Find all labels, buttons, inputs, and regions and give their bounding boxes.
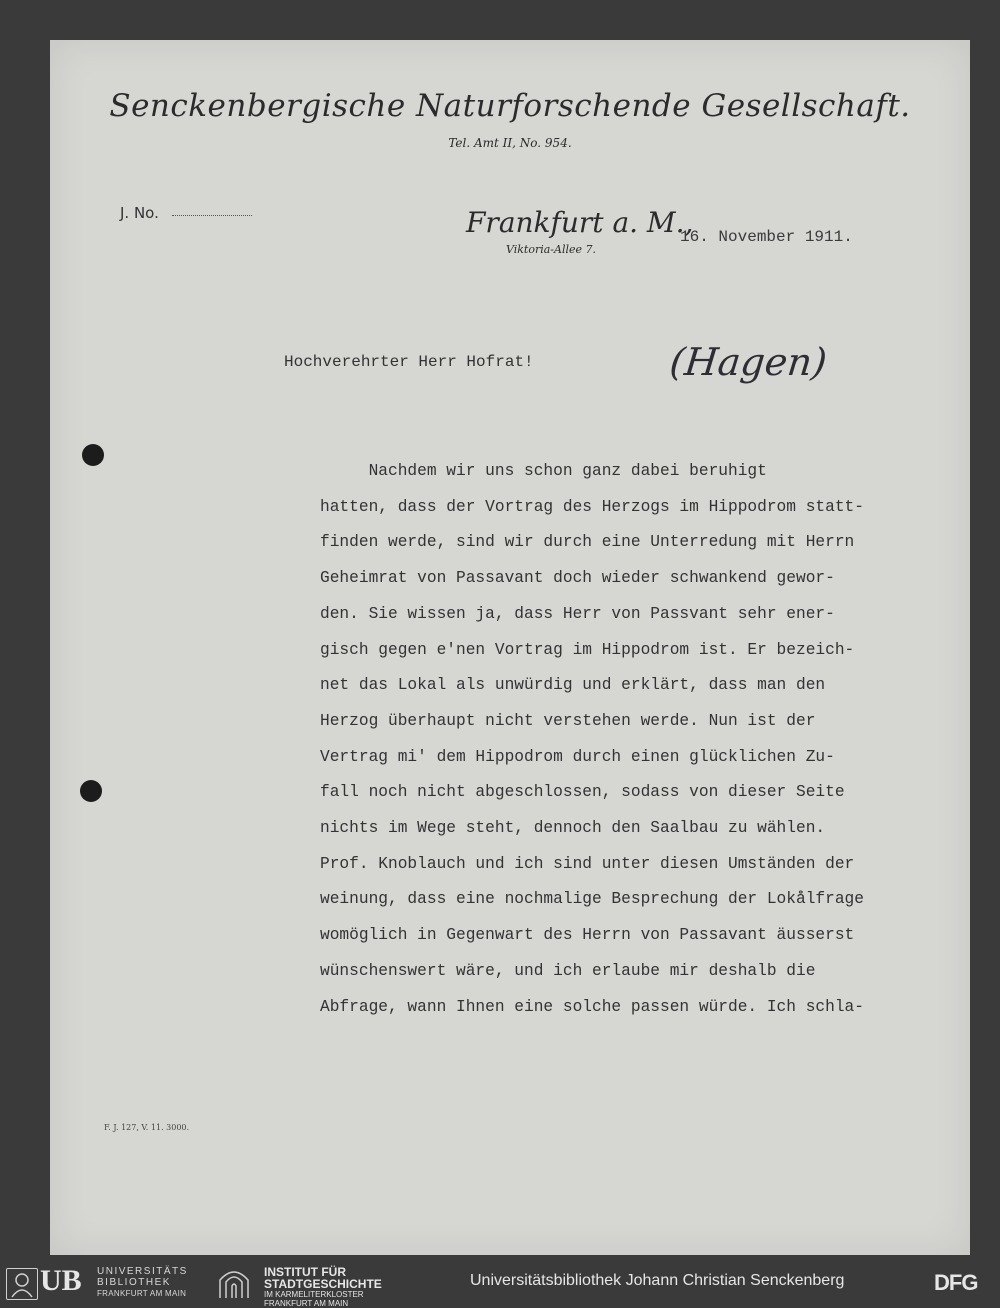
body-line: Geheimrat von Passavant doch wieder schwankend gewor- bbox=[320, 569, 835, 588]
library-name: Universitätsbibliothek Johann Christian Senckenberg bbox=[470, 1272, 845, 1289]
body-line: nichts im Wege steht, dennoch den Saalbau zu wählen. bbox=[320, 819, 826, 838]
body-line: finden werde, sind wir durch eine Unterredung mit Herrn bbox=[320, 533, 855, 552]
dfg-logo: DFG bbox=[934, 1270, 978, 1295]
institute-name bbox=[264, 1266, 382, 1308]
institute-line: STADTGESCHICHTE bbox=[264, 1277, 382, 1291]
body-line: net das Lokal als unwürdig und erklärt, dass man den bbox=[320, 676, 826, 695]
letter-city: Frankfurt a. M., bbox=[466, 206, 694, 239]
punch-hole bbox=[82, 444, 104, 466]
institute-line: FRANKFURT AM MAIN bbox=[264, 1299, 349, 1308]
body-line: weinung, dass eine nochmalige Besprechung der Lokålfrage bbox=[320, 890, 864, 909]
body-line: hatten, dass der Vortrag des Herzogs im Hippodrom statt- bbox=[320, 497, 864, 516]
letter-page bbox=[50, 40, 970, 1255]
body-line: Abfrage, wann Ihnen eine solche passen würde. Ich schla- bbox=[320, 997, 864, 1016]
institute-line: IM KARMELITERKLOSTER bbox=[264, 1290, 364, 1299]
journal-number-label: J. No. bbox=[120, 204, 159, 222]
body-line: fall noch nicht abgeschlossen, sodass von dieser Seite bbox=[320, 783, 845, 802]
archive-arch-icon bbox=[216, 1268, 252, 1298]
body-line: Prof. Knoblauch und ich sind unter diesen Umständen der bbox=[320, 854, 855, 873]
telephone-line: Tel. Amt II, No. 954. bbox=[448, 136, 572, 150]
letter-date: 16. November 1911. bbox=[680, 228, 853, 246]
body-line: gisch gegen e'nen Vortrag im Hippodrom ist. Er bezeich- bbox=[320, 640, 855, 659]
body-line: womöglich in Gegenwart des Herrn von Passavant äusserst bbox=[320, 926, 855, 945]
salutation: Hochverehrter Herr Hofrat! bbox=[284, 353, 534, 371]
ub-logo-text: UB bbox=[40, 1264, 82, 1297]
letter-body bbox=[320, 454, 960, 1025]
letter-street: Viktoria-Allee 7. bbox=[506, 243, 597, 256]
punch-hole bbox=[80, 780, 102, 802]
ub-name bbox=[97, 1266, 188, 1299]
ub-line: BIBLIOTHEK bbox=[97, 1277, 171, 1288]
footer-bar bbox=[0, 1258, 1000, 1307]
ub-line: FRANKFURT AM MAIN bbox=[97, 1289, 187, 1298]
journal-number-line bbox=[172, 215, 252, 216]
handwritten-note: (Hagen) bbox=[667, 340, 830, 384]
goethe-portrait-icon bbox=[6, 1268, 38, 1300]
body-line: Nachdem wir uns schon ganz dabei beruhigt bbox=[320, 462, 767, 480]
institute-line: INSTITUT FÜR bbox=[264, 1265, 346, 1279]
ub-line: UNIVERSITÄTS bbox=[97, 1266, 188, 1277]
form-code: F. J. 127, V. 11. 3000. bbox=[104, 1123, 190, 1132]
body-line: Herzog überhaupt nicht verstehen werde. Nun ist der bbox=[320, 711, 816, 730]
body-line: den. Sie wissen ja, dass Herr von Passvant sehr ener- bbox=[320, 604, 835, 623]
body-line: wünschenswert wäre, und ich erlaube mir deshalb die bbox=[320, 961, 816, 980]
letterhead-title: Senckenbergische Naturforschende Gesellschaft. bbox=[109, 88, 911, 124]
body-line: Vertrag mi' dem Hippodrom durch einen glücklichen Zu- bbox=[320, 747, 835, 766]
